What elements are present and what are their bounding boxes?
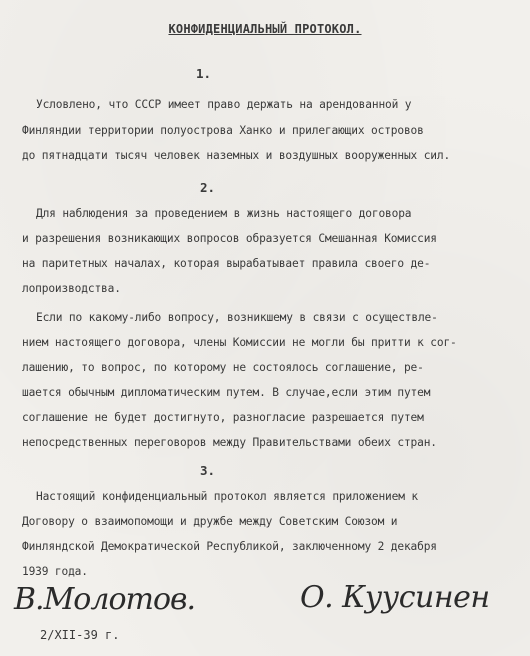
paragraph-line: Условлено, что СССР имеет право держать на арендованной у [36, 98, 412, 111]
paragraph-line: лашению, то вопрос, по которому не состоялось соглашение, ре- [22, 361, 424, 374]
paragraph-line: лопроизводства. [22, 282, 121, 295]
document-title: КОНФИДЕНЦИАЛЬНЫЙ ПРОТОКОЛ. [168, 22, 362, 36]
document-date: 2/XII-39 г. [40, 628, 120, 642]
paragraph-line: до пятнадцати тысяч человек наземных и воздушных вооруженных сил. [22, 149, 451, 162]
paragraph-line: соглашение не будет достигнуто, разногласие разрешается путем [22, 411, 424, 424]
signature-left: В.Молотов. [14, 582, 196, 617]
section-number: 2. [200, 180, 216, 195]
paragraph-line: Финляндской Демократической Республикой, заключенному 2 декабря [22, 540, 437, 553]
paragraph-line: на паритетных началах, которая вырабатывает правила своего де- [22, 257, 431, 270]
paragraph-line: непосредственных переговоров между Правительствами обеих стран. [22, 436, 437, 449]
signature-right: О. Куусинен [300, 580, 490, 615]
paragraph-line: Если по какому-либо вопросу, возникшему в связи с осуществле- [36, 311, 438, 324]
section-number: 1. [196, 66, 212, 81]
paragraph-line: 1939 года. [22, 565, 88, 578]
section-number: 3. [200, 463, 216, 478]
paragraph-line: Настоящий конфиденциальный протокол является приложением к [36, 490, 418, 503]
paragraph-line: и разрешения возникающих вопросов образуется Смешанная Комиссия [22, 232, 437, 245]
paragraph-line: Договору о взаимопомощи и дружбе между Советским Союзом и [22, 515, 398, 528]
paragraph-line: шается обычным дипломатическим путем. В случае,если этим путем [22, 386, 431, 399]
paragraph-line: Для наблюдения за проведением в жизнь настоящего договора [36, 207, 412, 220]
paragraph-line: нием настоящего договора, члены Комиссии не могли бы притти к сог- [22, 336, 457, 349]
paragraph-line: Финляндии территории полуострова Ханко и прилегающих островов [22, 124, 424, 137]
